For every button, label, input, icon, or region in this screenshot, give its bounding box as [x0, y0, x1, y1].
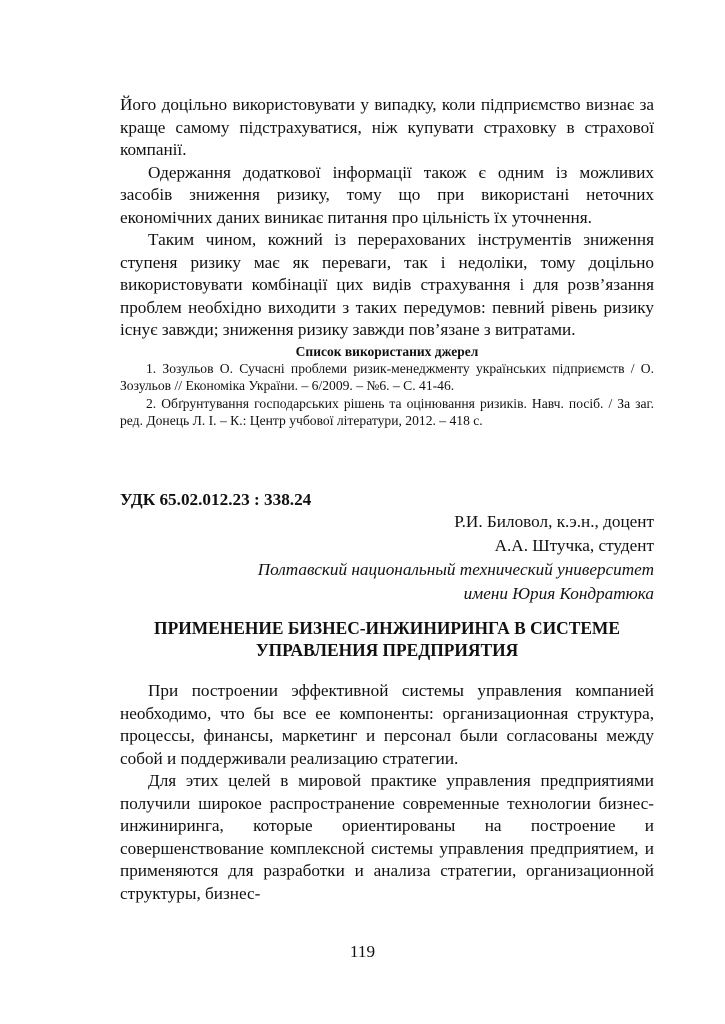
author-1: Р.И. Биловол, к.э.н., доцент	[454, 512, 654, 531]
article-title-line-1: ПРИМЕНЕНИЕ БИЗНЕС-ИНЖИНИРИНГА В СИСТЕМЕ	[154, 618, 620, 638]
author-2: А.А. Штучка, студент	[494, 536, 654, 555]
authors-block	[258, 510, 654, 606]
paragraph: Одержання додаткової інформації також є одним із можливих засобів зниження ризику, тому що при використані неточних економічних даних виникає питання про цільність їх уточнення.	[120, 162, 654, 227]
institution-line-2: имени Юрия Кондратюка	[463, 584, 654, 603]
udk-code: УДК 65.02.012.23 : 338.24	[120, 490, 312, 509]
paragraph: Таким чином, кожний із перерахованих інструментів зниження ступеня ризику має як переваги, так і недоліки, тому доцільно використовувати комбінації цих видів страхування і для розв’язання проблем необхідно виходити з таких передумов: певний рівень ризику існує завжди; зниження ризику завжди пов’язане з витратами.	[120, 230, 654, 339]
page-number: 119	[349, 942, 376, 961]
paragraph-continuation: Його доцільно використовувати у випадку, коли підприємство визнає за краще самому підстрахуватися, ніж купувати страховку в страхової компанії.	[120, 95, 654, 159]
references-title: Список використаних джерел	[295, 343, 479, 359]
reference-item: 2. Обґрунтування господарських рішень та оцінювання ризиків. Навч. посіб. / За заг. ред. Донець Л. І. – К.: Центр учбової літератури, 2012. – 418 с.	[120, 395, 654, 428]
reference-item: 1. Зозульов О. Сучасні проблеми ризик-менеджменту українських підприємств / О. Зозульов // Економіка України. – 6/2009. – №6. – С. 41-46.	[120, 360, 654, 393]
paragraph: При построении эффективной системы управления компанией необходимо, что бы все ее компоненты: организационная структура, процессы, финансы, маркетинг и персонал были согласованы между собой и поддерживали реализацию стратегии.	[120, 681, 654, 768]
paragraph: Для этих целей в мировой практике управления предприятиями получили широкое распространение современные технологии бизнес-инжиниринга, которые ориентированы на построение и совершенствование комплексной системы управления предприятием, и применяются для разработки и анализа стратегии, организационной структуры, бизнес-	[120, 771, 654, 903]
institution-line-1: Полтавский национальный технический университет	[257, 560, 654, 579]
article-body	[120, 680, 654, 905]
article-title	[120, 617, 654, 661]
article-title-line-2: УПРАВЛЕНИЯ ПРЕДПРИЯТИЯ	[255, 640, 519, 660]
page-content	[120, 94, 654, 903]
